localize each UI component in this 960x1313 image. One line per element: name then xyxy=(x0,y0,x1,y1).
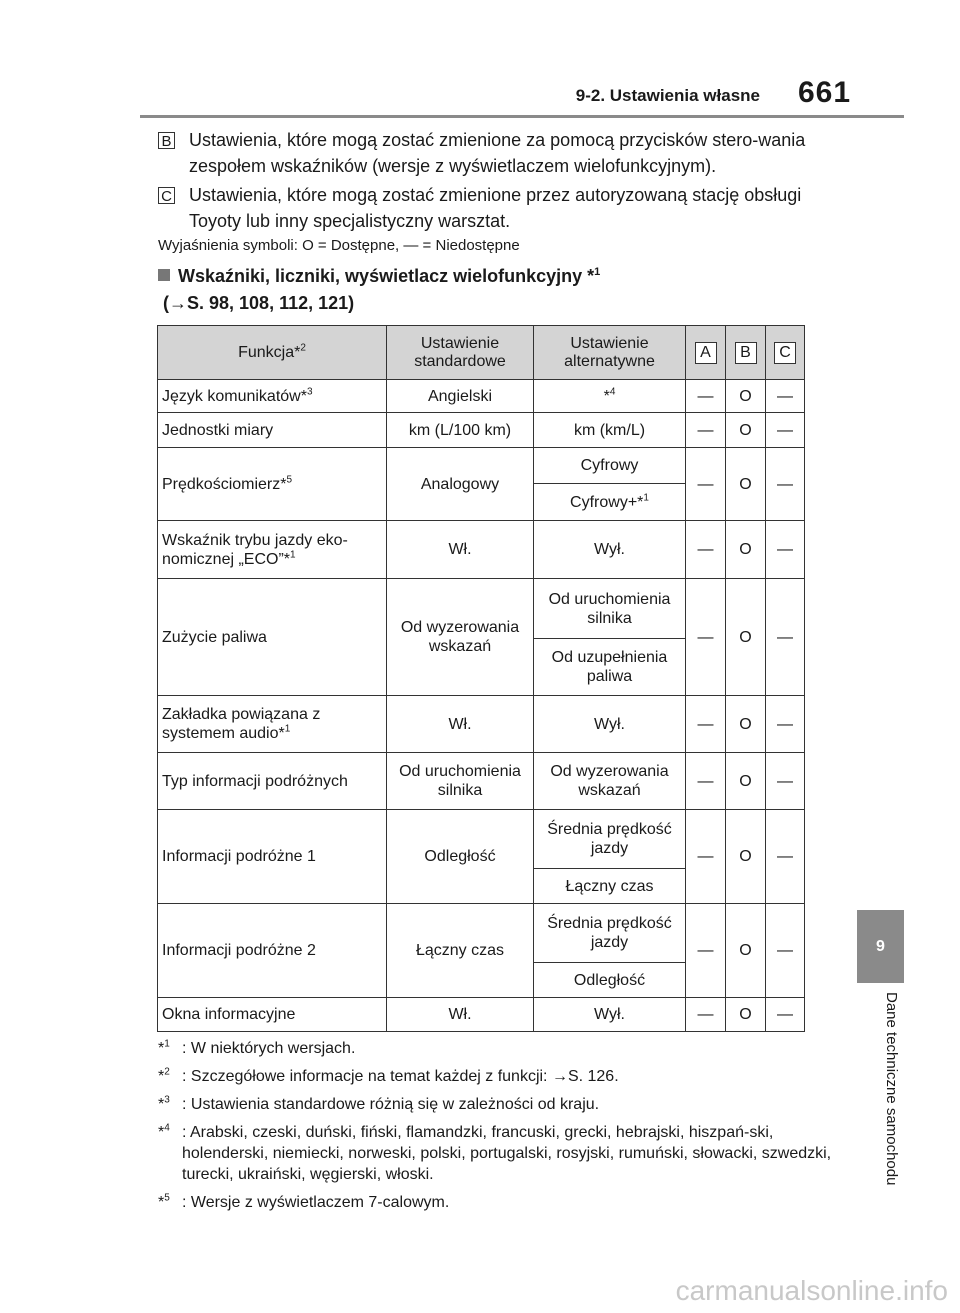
cell-c: — xyxy=(766,998,805,1032)
table-row xyxy=(158,753,805,810)
cell-c: — xyxy=(766,579,805,696)
cell-alt: km (km/L) xyxy=(534,413,686,448)
cell-std: Analogowy xyxy=(387,448,534,521)
marker-c: C xyxy=(158,187,175,204)
cell-func: Prędkościomierz*$^5$ xyxy=(158,448,387,521)
marker-b: B xyxy=(158,132,175,149)
cell-alt: Wył. xyxy=(534,998,686,1032)
cell-a: — xyxy=(686,696,726,753)
cell-b: O xyxy=(726,904,766,998)
cell-std: Wł. xyxy=(387,521,534,579)
chapter-label: Dane techniczne samochodu xyxy=(883,992,900,1186)
cell-b: O xyxy=(726,448,766,521)
paragraph-b-text: Ustawienia, które mogą zostać zmienione za pomocą przycisków stero-wania zespołem wskaźników (wersje z wyświetlaczem wielofunkcyjnym). xyxy=(189,130,806,176)
paragraph-b xyxy=(158,127,848,179)
cell-a: — xyxy=(686,579,726,696)
table-row xyxy=(158,413,805,448)
cell-alt: Odległość xyxy=(534,963,686,998)
paragraph-c-text: Ustawienia, które mogą zostać zmienione przez autoryzowaną stację obsługi Toyoty lub inny specjalistyczny warsztat. xyxy=(189,185,802,231)
cell-func: Wskaźnik trybu jazdy eko-nomicznej „ECO”*$^1$ xyxy=(158,521,387,579)
cell-b: O xyxy=(726,521,766,579)
cell-a: — xyxy=(686,753,726,810)
section-title-sup: 1 xyxy=(594,266,601,278)
cell-b: O xyxy=(726,810,766,904)
section-ref: S. 98, 108, 112, 121) xyxy=(187,293,355,313)
section-square-icon xyxy=(158,269,170,281)
page-number: 661 xyxy=(798,76,852,109)
cell-c: — xyxy=(766,753,805,810)
cell-alt: Od uruchomienia silnika xyxy=(534,579,686,639)
footnote: *$^5$ : Wersje z wyświetlaczem 7-calowym. xyxy=(158,1192,450,1211)
cell-func: Typ informacji podróżnych xyxy=(158,753,387,810)
section-ref-arrow: (→ xyxy=(163,293,187,313)
cell-alt: Średnia prędkość jazdy xyxy=(534,904,686,963)
cell-func: Okna informacyjne xyxy=(158,998,387,1032)
cell-b: O xyxy=(726,696,766,753)
footnote: *$^4$ : Arabski, czeski, duński, fiński, flamandzki, francuski, grecki, hebrajski, hiszpań-ski, holenderski, niemiecki, norweski, polski, portugalski, rosyjski, rumuński, słowacki, szwedzki, turecki, ukraiński, węgierski, włoski. xyxy=(158,1122,832,1183)
cell-b: O xyxy=(726,413,766,448)
cell-alt: Od uzupełnienia paliwa xyxy=(534,639,686,696)
cell-std: Angielski xyxy=(387,380,534,413)
cell-a: — xyxy=(686,413,726,448)
header-rule xyxy=(140,115,904,118)
table-row xyxy=(158,380,805,413)
footnote: *$^3$ : Ustawienia standardowe różnią się w zależności od kraju. xyxy=(158,1094,600,1113)
footnote: *$^1$ : W niektórych wersjach. xyxy=(158,1038,356,1057)
table-row xyxy=(158,696,805,753)
table-row xyxy=(158,448,805,484)
cell-alt: *$^4$ xyxy=(534,380,686,413)
cell-c: — xyxy=(766,904,805,998)
cell-c: — xyxy=(766,810,805,904)
cell-a: — xyxy=(686,380,726,413)
cell-func: Jednostki miary xyxy=(158,413,387,448)
table-row xyxy=(158,579,805,639)
cell-b: O xyxy=(726,998,766,1032)
cell-func: Informacji podróżne 1 xyxy=(158,810,387,904)
cell-b: O xyxy=(726,753,766,810)
cell-c: — xyxy=(766,448,805,521)
cell-c: — xyxy=(766,521,805,579)
table-row xyxy=(158,521,805,579)
cell-alt: Cyfrowy xyxy=(534,448,686,484)
cell-alt: Od wyzerowania wskazań xyxy=(534,753,686,810)
cell-func: Zużycie paliwa xyxy=(158,579,387,696)
section-heading xyxy=(158,263,600,317)
cell-std: Wł. xyxy=(387,696,534,753)
footnote: *$^2$ : Szczegółowe informacje na temat każdej z funkcji: →S. 126. xyxy=(158,1066,619,1085)
header-c: C xyxy=(766,326,805,380)
cell-a: — xyxy=(686,904,726,998)
cell-c: — xyxy=(766,696,805,753)
cell-std: Wł. xyxy=(387,998,534,1032)
table-row xyxy=(158,998,805,1032)
cell-b: O xyxy=(726,380,766,413)
cell-a: — xyxy=(686,521,726,579)
cell-std: Od uruchomienia silnika xyxy=(387,753,534,810)
table-header-row xyxy=(158,326,805,380)
cell-alt: Łączny czas xyxy=(534,869,686,904)
section-header-title: 9-2. Ustawienia własne xyxy=(575,86,760,105)
header-alt: Ustawienie alternatywne xyxy=(534,326,686,380)
symbol-legend: Wyjaśnienia symboli: O = Dostępne, — = Niedostępne xyxy=(158,237,520,254)
cell-func: Informacji podróżne 2 xyxy=(158,904,387,998)
cell-c: — xyxy=(766,413,805,448)
cell-alt: Wył. xyxy=(534,696,686,753)
cell-func: Język komunikatów*$^3$ xyxy=(158,380,387,413)
cell-a: — xyxy=(686,448,726,521)
cell-std: Odległość xyxy=(387,810,534,904)
cell-std: Łączny czas xyxy=(387,904,534,998)
cell-c: — xyxy=(766,380,805,413)
header-a: A xyxy=(686,326,726,380)
footer-watermark: carmanualsonline.info xyxy=(675,1275,948,1306)
settings-table xyxy=(157,325,805,1032)
section-title: Wskaźniki, liczniki, wyświetlacz wielofunkcyjny * xyxy=(178,266,595,286)
paragraph-c xyxy=(158,182,848,234)
cell-func: Zakładka powiązana z systemem audio*$^1$ xyxy=(158,696,387,753)
header-std: Ustawienie standardowe xyxy=(387,326,534,380)
header-b: B xyxy=(726,326,766,380)
chapter-tab[interactable]: 9 xyxy=(857,910,904,983)
cell-alt: Cyfrowy+*$^1$ xyxy=(534,484,686,521)
cell-alt: Średnia prędkość jazdy xyxy=(534,810,686,869)
cell-alt: Wył. xyxy=(534,521,686,579)
cell-b: O xyxy=(726,579,766,696)
header-func: Funkcja*$^2$ xyxy=(158,326,387,380)
cell-std: km (L/100 km) xyxy=(387,413,534,448)
table-row xyxy=(158,904,805,963)
cell-std: Od wyzerowania wskazań xyxy=(387,579,534,696)
table-row xyxy=(158,810,805,869)
cell-a: — xyxy=(686,998,726,1032)
footnotes xyxy=(158,1038,848,1220)
cell-a: — xyxy=(686,810,726,904)
